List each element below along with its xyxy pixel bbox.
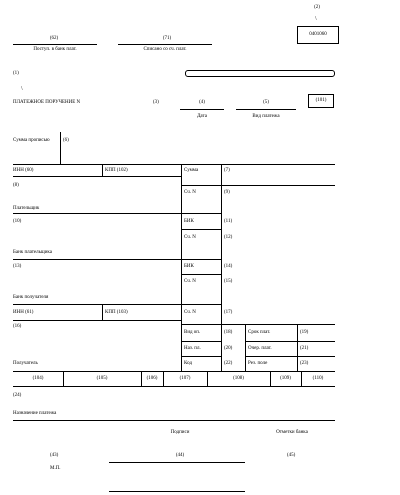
- field-code-20: (20): [224, 346, 233, 351]
- payer-label: Плательщик: [13, 206, 40, 211]
- payer-bank-bik-label: БИК: [184, 219, 194, 224]
- divider: [60, 132, 61, 164]
- received-label: Поступ. в банк плат.: [33, 47, 77, 52]
- op-type-label: Вид оп.: [184, 330, 201, 335]
- field-code-23: (23): [300, 361, 309, 366]
- received-line: [13, 44, 97, 45]
- divider: [102, 164, 103, 176]
- reserve-label: Рез. поле: [248, 361, 268, 366]
- grid-line: [181, 341, 221, 342]
- tax-field-104: (104): [32, 376, 44, 381]
- purpose-code-label: Наз. пл.: [184, 346, 201, 351]
- field-code-71: (71): [162, 36, 172, 41]
- payer-bank-acct-label: Сч. N: [184, 235, 196, 240]
- divider: [297, 324, 298, 371]
- divider: [245, 324, 246, 371]
- payer-inn: ИНН (60): [13, 168, 34, 173]
- tick-mark: \: [21, 86, 23, 92]
- grid-line: [181, 274, 221, 275]
- field-code-62: (62): [49, 36, 59, 41]
- field-code-44: (44): [175, 453, 185, 458]
- grid-line: [297, 341, 335, 342]
- field-code-4: (4): [199, 100, 205, 105]
- field-code-24: (24): [13, 393, 22, 398]
- grid-line: [13, 176, 181, 177]
- payee-acct-label: Сч. N: [184, 310, 196, 315]
- tax-field-110: (110): [312, 376, 324, 381]
- stamp-label: М.П.: [50, 466, 61, 471]
- grid-line: [181, 229, 221, 230]
- amount-words-label: Сумма прописью: [13, 138, 50, 143]
- payer-bank-label: Банк плательщика: [13, 250, 52, 255]
- doc-title: ПЛАТЕЖНОЕ ПОРУЧЕНИЕ N: [13, 100, 81, 105]
- divider: [221, 164, 222, 371]
- form-code-box: [297, 26, 339, 44]
- tick-mark: \: [315, 16, 317, 22]
- field-code-43: (43): [50, 453, 59, 458]
- form-code: 0401060: [309, 32, 327, 37]
- field-code-3: (3): [153, 100, 159, 105]
- field-code-14: (14): [224, 264, 233, 269]
- payee-bank-bik-label: БИК: [184, 264, 194, 269]
- field-code-15: (15): [224, 279, 233, 284]
- payee-bank-label: Банк получателя: [13, 295, 49, 300]
- tax-field-105: (105): [96, 376, 108, 381]
- payee-bank-acct-label: Сч. N: [184, 279, 196, 284]
- field-code-22: (22): [224, 361, 233, 366]
- field-code-9: (9): [224, 190, 230, 195]
- field-101-box: [308, 94, 334, 108]
- grid-line: [13, 386, 335, 387]
- order-label: Очер. плат.: [248, 346, 272, 351]
- field-code-7: (7): [224, 168, 230, 173]
- term-label: Срок плат.: [248, 330, 271, 335]
- date-line: [180, 109, 224, 110]
- payer-acct-label: Сч. N: [184, 190, 196, 195]
- field-code-13: (13): [13, 264, 22, 269]
- field-code-8: (8): [13, 183, 19, 188]
- field-code-101: (101): [315, 98, 327, 103]
- tax-field-108: (108): [233, 376, 244, 381]
- grid-line: [13, 320, 181, 321]
- sum-label: Сумма: [184, 168, 199, 173]
- payee-kpp: КПП (103): [105, 310, 128, 315]
- field-code-1: (1): [13, 71, 19, 76]
- field-code-10: (10): [13, 219, 22, 224]
- field-code-12: (12): [224, 235, 233, 240]
- grid-line: [13, 304, 221, 305]
- grid-line: [13, 164, 335, 165]
- debited-line: [118, 44, 212, 45]
- field-code-45: (45): [287, 453, 296, 458]
- payer-kpp: КПП (102): [105, 168, 128, 173]
- grid-line: [13, 259, 221, 260]
- grid-line: [13, 371, 335, 372]
- field-code-11: (11): [224, 219, 233, 224]
- tax-field-107: (107): [179, 376, 191, 381]
- field-code-6: (6): [63, 138, 69, 143]
- payment-type-label: Вид платежа: [252, 114, 280, 119]
- grid-line: [181, 356, 221, 357]
- divider: [102, 304, 103, 320]
- date-label: Дата: [197, 114, 207, 119]
- field-code-17: (17): [224, 310, 233, 315]
- field-code-21: (21): [300, 346, 309, 351]
- grid-line: [297, 356, 335, 357]
- signatures-label: Подписи: [170, 430, 190, 435]
- field-code-18: (18): [224, 330, 233, 335]
- signature-line-2: [109, 491, 245, 492]
- field-code-16: (16): [13, 324, 22, 329]
- field-1-box[interactable]: [185, 70, 335, 77]
- purpose-label: Назначение платежа: [13, 411, 57, 416]
- grid-line: [181, 324, 335, 325]
- payee-label: Получатель: [13, 361, 38, 366]
- grid-line: [245, 341, 297, 342]
- grid-line: [13, 420, 335, 421]
- tax-field-109: (109): [280, 376, 291, 381]
- signature-line-1: [109, 462, 245, 463]
- field-code-2: (2): [314, 5, 320, 10]
- code-label: Код: [184, 361, 192, 366]
- field-code-5: (5): [263, 100, 269, 105]
- field-code-19: (19): [300, 330, 309, 335]
- grid-line: [245, 356, 297, 357]
- debited-label: Списано со сч. плат.: [143, 47, 187, 52]
- divider: [181, 164, 182, 371]
- bank-marks-label: Отметки банка: [276, 430, 308, 435]
- grid-line: [13, 213, 221, 214]
- payment-type-line: [236, 109, 296, 110]
- payee-inn: ИНН (61): [13, 310, 34, 315]
- grid-line: [181, 185, 335, 186]
- tax-field-106: (106): [146, 376, 158, 381]
